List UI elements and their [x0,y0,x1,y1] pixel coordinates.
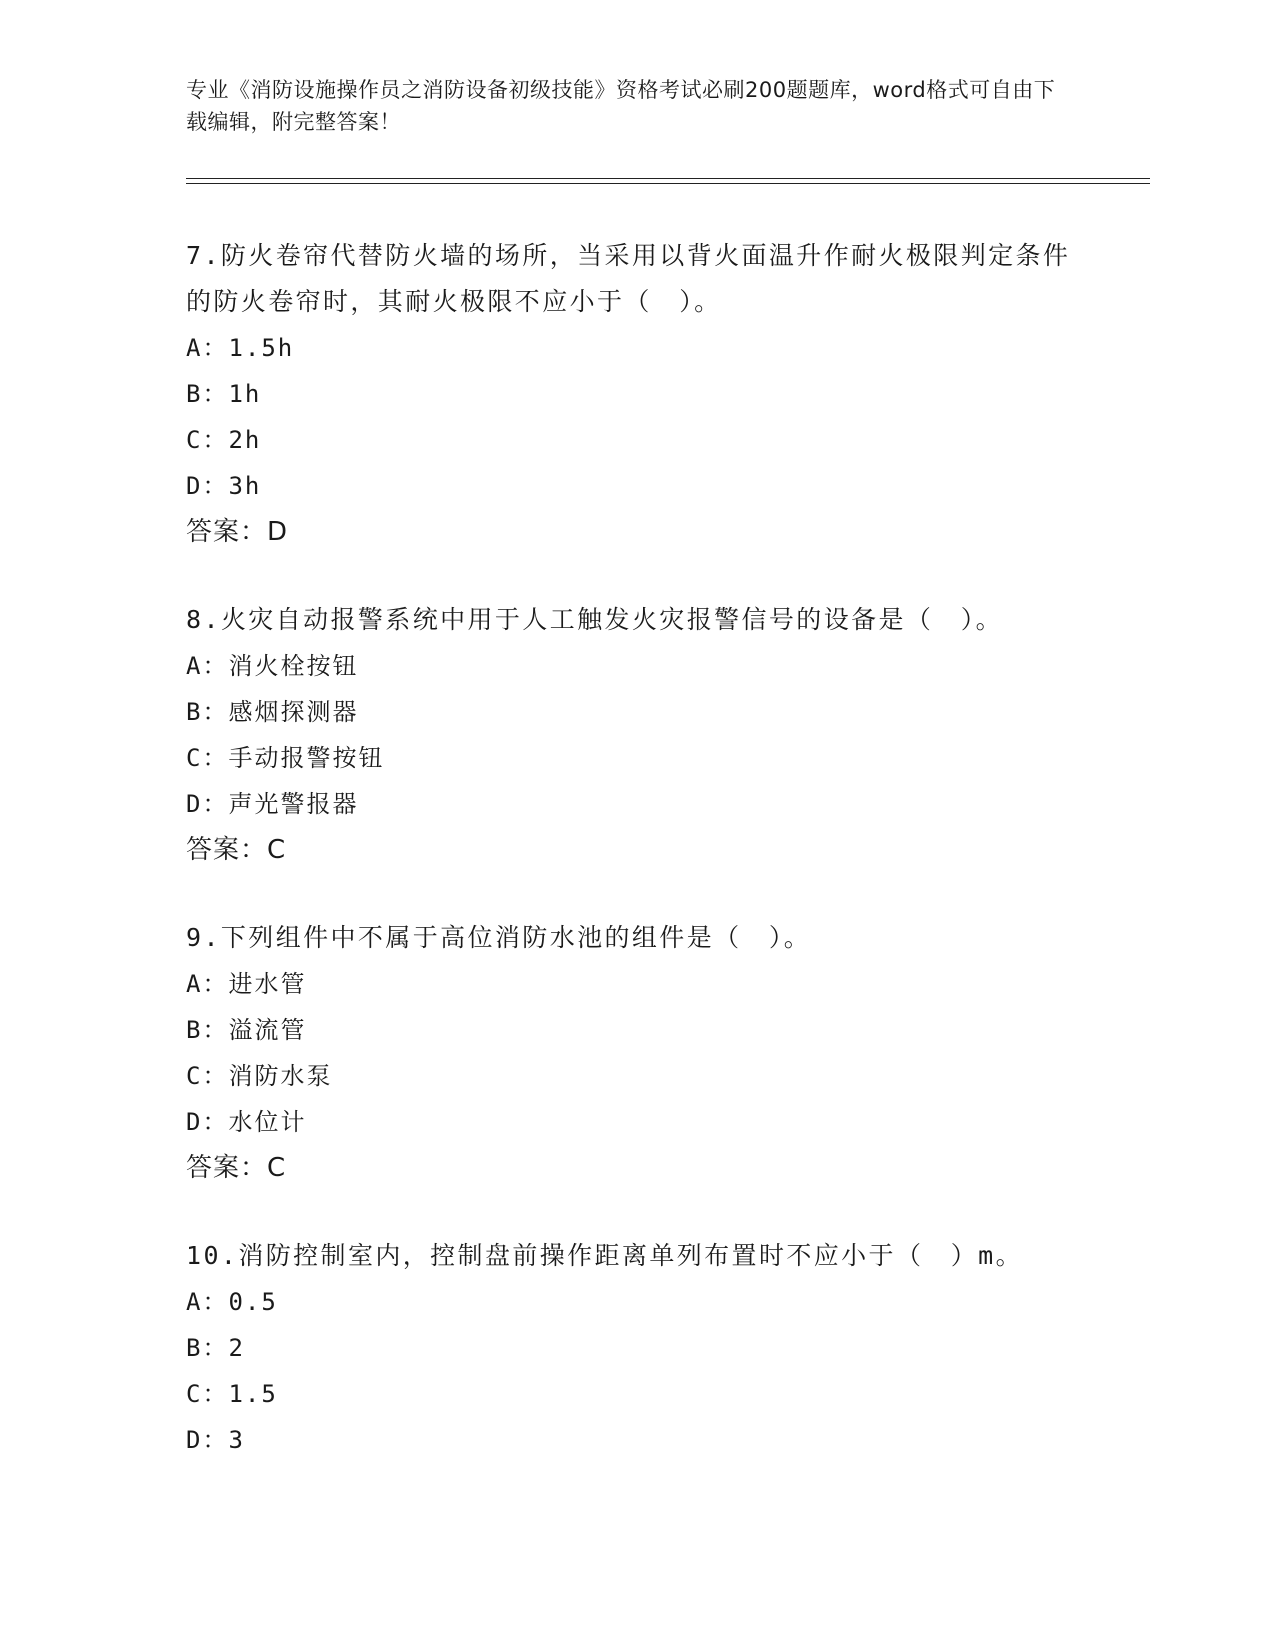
option-c: C：手动报警按钮 [186,744,385,772]
option-b: B：2 [186,1334,245,1362]
option-a: A：0.5 [186,1288,278,1316]
question-stem: 10.消防控制室内，控制盘前操作距离单列布置时不应小于（ ）m。 [186,1241,1024,1270]
option-d: D：3h [186,472,262,500]
question-9 [186,915,1086,1191]
option-d: D：3 [186,1426,245,1454]
option-a: A：进水管 [186,970,307,998]
answer-line: 答案：C [186,835,287,865]
option-d: D：水位计 [186,1108,307,1136]
question-stem: 8.火灾自动报警系统中用于人工触发火灾报警信号的设备是（ ）。 [186,605,1004,634]
option-a: A：消火栓按钮 [186,652,359,680]
answer-line: 答案：C [186,1153,287,1183]
option-b: B：溢流管 [186,1016,307,1044]
option-c: C：1.5 [186,1380,278,1408]
question-stem: 9.下列组件中不属于高位消防水池的组件是（ ）。 [186,923,812,952]
question-8 [186,597,1086,873]
option-d: D：声光警报器 [186,790,359,818]
header-divider-bottom [186,183,1150,184]
option-c: C：2h [186,426,262,454]
option-c: C：消防水泵 [186,1062,333,1090]
question-stem: 7.防火卷帘代替防火墙的场所，当采用以背火面温升作耐火极限判定条件的防火卷帘时，其耐火极限不应小于（ ）。 [186,241,1071,316]
document-intro: 专业《消防设施操作员之消防设备初级技能》资格考试必刷200题题库，word格式可自由下载编辑，附完整答案！ [186,78,1056,134]
answer-line: 答案：D [186,517,289,547]
option-a: A：1.5h [186,334,295,362]
header-divider-top [186,178,1150,179]
question-10 [186,1233,1086,1463]
question-7 [186,233,1086,555]
option-b: B：感烟探测器 [186,698,359,726]
option-b: B：1h [186,380,262,408]
